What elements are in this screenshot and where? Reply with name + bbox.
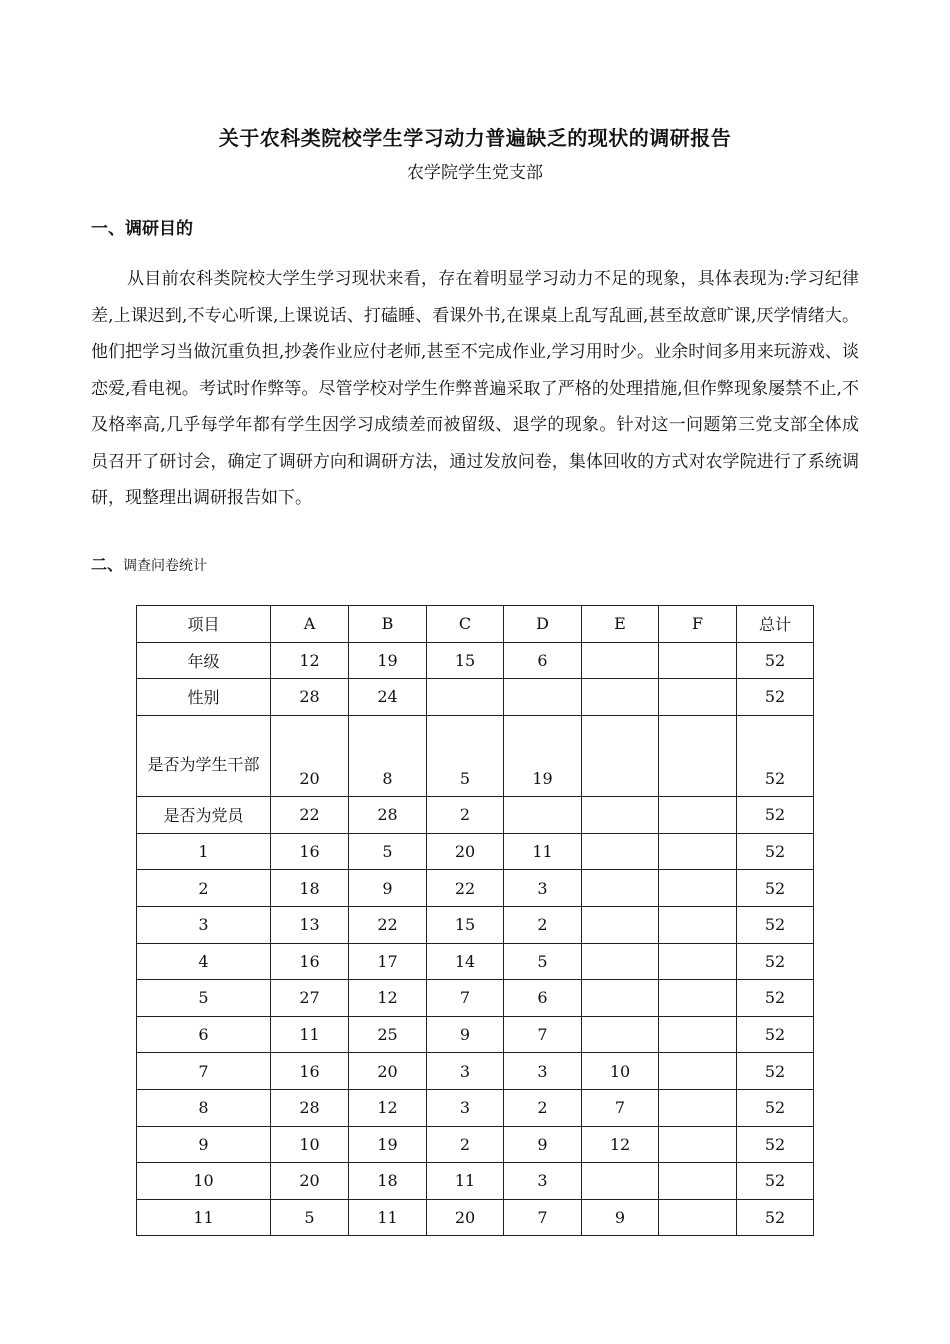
table-row-label: 是否为党员 [137,797,271,834]
table-cell: 11 [271,1016,349,1053]
table-cell: 52 [737,906,814,943]
table-cell: 19 [349,642,427,679]
table-row-label: 2 [137,870,271,907]
table-cell: 27 [271,980,349,1017]
table-cell: 12 [349,980,427,1017]
table-cell [659,1089,737,1126]
table-cell: 22 [271,797,349,834]
table-row [137,1199,814,1236]
table-cell [427,679,504,716]
table-row [137,715,814,796]
table-cell: 52 [737,642,814,679]
table-row-label: 10 [137,1163,271,1200]
table-row-label: 11 [137,1199,271,1236]
table-cell: 12 [271,642,349,679]
table-row [137,833,814,870]
table-cell: 13 [271,906,349,943]
table-header-cell: 项目 [137,606,271,643]
table-cell: 20 [271,1163,349,1200]
table-cell [582,679,659,716]
purpose-paragraph: 从目前农科类院校大学生学习现状来看，存在着明显学习动力不足的现象，具体表现为:学习纪律差,上课迟到,不专心听课,上课说话、打磕睡、看课外书,在课桌上乱写乱画,甚至故意旷课,厌学情绪大。他们把学习当做沉重负担,抄袭作业应付老师,甚至不完成作业,学习用时少。业余时间多用来玩游戏、谈恋爱,看电视。考试时作弊等。尽管学校对学生作弊普遍采取了严格的处理措施,但作弊现象屡禁不止,不及格率高,几乎每学年都有学生因学习成绩差而被留级、退学的现象。针对这一问题第三党支部全体成员召开了研讨会，确定了调研方向和调研方法，通过发放问卷，集体回收的方式对农学院进行了系统调研，现整理出调研报告如下。 [91,269,859,508]
table-cell: 3 [427,1053,504,1090]
table-row-label: 年级 [137,642,271,679]
table-header-cell: D [504,606,582,643]
table-cell [659,1199,737,1236]
table-cell [582,870,659,907]
table-cell: 52 [737,833,814,870]
table-cell: 2 [504,906,582,943]
table-cell: 22 [427,870,504,907]
table-cell: 10 [271,1126,349,1163]
table-cell [582,797,659,834]
table-cell: 5 [504,943,582,980]
table-cell: 15 [427,906,504,943]
table-header-cell: F [659,606,737,643]
table-cell: 16 [271,833,349,870]
table-cell: 7 [427,980,504,1017]
table-cell [504,679,582,716]
table-cell: 18 [271,870,349,907]
survey-statistics-table [136,605,814,1236]
table-cell: 52 [737,980,814,1017]
table-cell: 2 [427,1126,504,1163]
table-cell [659,679,737,716]
table-cell [659,906,737,943]
section-heading-text: 调查问卷统计 [123,558,208,574]
table-cell: 7 [504,1199,582,1236]
table-cell: 3 [504,1163,582,1200]
table-header-row [137,606,814,643]
table-row [137,679,814,716]
table-cell: 28 [349,797,427,834]
table-cell [582,906,659,943]
table-cell: 14 [427,943,504,980]
table-cell: 52 [737,1163,814,1200]
table-cell [659,943,737,980]
table-row-label: 3 [137,906,271,943]
table-header-cell: E [582,606,659,643]
report-subtitle: 农学院学生党支部 [407,163,543,183]
table-cell: 17 [349,943,427,980]
table-row [137,1163,814,1200]
table-row [137,1053,814,1090]
report-title: 关于农科类院校学生学习动力普遍缺乏的现状的调研报告 [218,126,732,150]
table-cell: 8 [349,715,427,796]
table-cell: 3 [504,1053,582,1090]
table-cell: 5 [271,1199,349,1236]
table-header-cell: B [349,606,427,643]
table-cell: 3 [427,1089,504,1126]
table-cell: 10 [582,1053,659,1090]
table-row [137,1126,814,1163]
table-cell: 12 [582,1126,659,1163]
table-cell: 52 [737,715,814,796]
table-cell: 11 [504,833,582,870]
table-row-label: 8 [137,1089,271,1126]
table-cell: 25 [349,1016,427,1053]
table-cell: 19 [504,715,582,796]
table-cell: 52 [737,870,814,907]
table-row-label: 7 [137,1053,271,1090]
table-cell: 9 [504,1126,582,1163]
table-cell: 20 [349,1053,427,1090]
table-cell [659,1126,737,1163]
table-cell: 20 [427,1199,504,1236]
table-cell: 6 [504,642,582,679]
table-cell: 18 [349,1163,427,1200]
table-cell: 24 [349,679,427,716]
table-cell: 19 [349,1126,427,1163]
table-cell [659,1053,737,1090]
table-header-cell: C [427,606,504,643]
table-cell: 16 [271,943,349,980]
table-cell: 7 [582,1089,659,1126]
table-cell: 3 [504,870,582,907]
table-cell: 11 [349,1199,427,1236]
table-row-label: 是否为学生干部 [137,715,271,796]
table-cell: 2 [427,797,504,834]
section-heading-purpose: 一、调研目的 [91,219,193,239]
table-row [137,797,814,834]
table-cell [659,1163,737,1200]
table-cell [659,1016,737,1053]
table-row-label: 6 [137,1016,271,1053]
table-cell: 52 [737,797,814,834]
section-heading-survey [91,552,207,575]
table-cell: 12 [349,1089,427,1126]
table-cell: 52 [737,1053,814,1090]
table-cell: 7 [504,1016,582,1053]
table-cell: 22 [349,906,427,943]
table-row [137,943,814,980]
table-row [137,642,814,679]
table-row-label: 性别 [137,679,271,716]
table-row-label: 5 [137,980,271,1017]
table-cell [582,980,659,1017]
table-cell: 52 [737,1126,814,1163]
table-cell: 9 [349,870,427,907]
section-heading-number: 二、 [91,555,124,574]
table-cell: 20 [427,833,504,870]
table-cell: 52 [737,1089,814,1126]
table-cell [582,642,659,679]
table-cell: 28 [271,1089,349,1126]
table-cell [659,642,737,679]
table-cell [582,1163,659,1200]
table-cell: 52 [737,943,814,980]
table-cell: 16 [271,1053,349,1090]
table-header-cell: A [271,606,349,643]
table-cell [582,1016,659,1053]
table-row-label: 9 [137,1126,271,1163]
table-cell [659,980,737,1017]
table-cell: 20 [271,715,349,796]
table-cell [582,943,659,980]
table-cell [659,870,737,907]
table-cell: 6 [504,980,582,1017]
table-cell [504,797,582,834]
table-cell: 11 [427,1163,504,1200]
table-cell: 52 [737,1199,814,1236]
table-row-label: 1 [137,833,271,870]
table-header-cell: 总计 [737,606,814,643]
table-cell [582,833,659,870]
table-cell [659,715,737,796]
table-cell: 5 [349,833,427,870]
table-cell [659,797,737,834]
table-cell: 9 [427,1016,504,1053]
table-cell [659,833,737,870]
table-cell: 28 [271,679,349,716]
table-cell: 2 [504,1089,582,1126]
table-row [137,870,814,907]
table-row-label: 4 [137,943,271,980]
table-cell: 52 [737,679,814,716]
table-row [137,1089,814,1126]
table-cell: 5 [427,715,504,796]
table-row [137,1016,814,1053]
table-cell: 9 [582,1199,659,1236]
table-cell [582,715,659,796]
table-row [137,980,814,1017]
table-row [137,906,814,943]
table-cell: 52 [737,1016,814,1053]
table-cell: 15 [427,642,504,679]
